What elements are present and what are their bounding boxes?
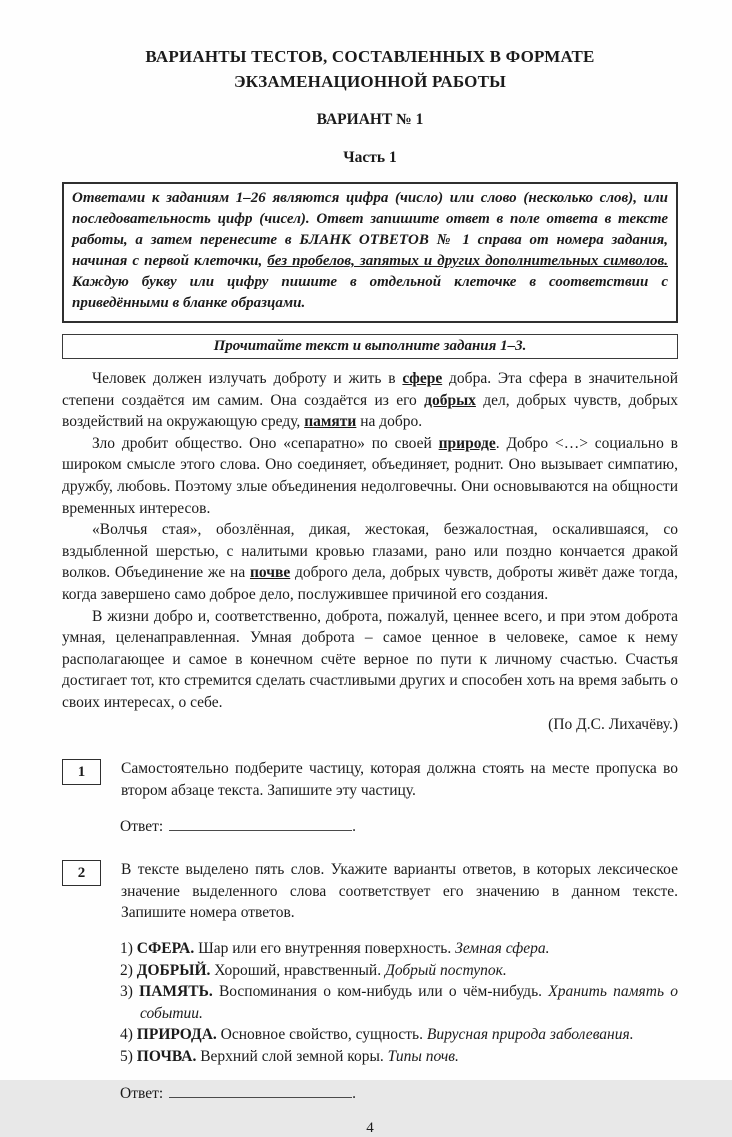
text-paragraphs: [62, 368, 678, 714]
part-heading: Часть 1: [343, 149, 397, 166]
text-paragraph: Человек должен излучать доброту и жить в сфере добра. Эта сфера в значительной степени создаётся им самим. Она создаётся из его добрых дел, добрых чувств, добрых воздействий на окружающую среду, памяти на добро.: [62, 370, 679, 431]
task-1-number-box: 1: [62, 759, 101, 785]
task-1-text: Самостоятельно подберите частицу, которая должна стоять на месте пропуска во втором абзаце текста. Запишите эту частицу.: [121, 760, 678, 799]
text-paragraph: «Волчья стая», обозлённая, дикая, жестокая, безжалостная, оскалившаяся, со вздыбленной шерстью, с налитыми кровью глазами, рано или поздно кончается дракой волков. Объединение же на почве доброго дела, добрых чувств, доброты живёт даже тогда, когда завершено само доброе дело, послужившее причиной его создания.: [62, 521, 679, 603]
page-title-line2: ЭКЗАМЕНАЦИОННОЙ РАБОТЫ: [233, 72, 507, 91]
task-1: [62, 758, 678, 836]
text-attribution: (По Д.С. Лихачёву.): [548, 715, 678, 733]
task-2-answer-blank[interactable]: [169, 1083, 352, 1098]
task-1-answer-blank[interactable]: [169, 816, 352, 831]
instruction-box: [62, 182, 678, 323]
text-paragraph: В жизни добро и, соответственно, доброта, пожалуй, ценнее всего, и при этом доброта умная, целенаправленная. Умная доброта – самое ценное в человеке, самое к нему располагающее и самое в конечном счёте верное по пути к личному счастью. Счастья достигает тот, кто стремится сделать счастливыми других и способен хоть на время забыть о своих интересах, о себе.: [62, 607, 678, 711]
text-paragraph: Зло дробит общество. Оно «сепаратно» по своей природе. Добро <…> социально в широком смысле этого слова. Оно соединяет, объединяет, роднит. Оно вызывает симпатию, дружбу, любовь. Поэтому злые объединения недолговечны. Они основываются на общности временных интересов.: [62, 434, 678, 517]
page-title: [62, 44, 678, 94]
read-task-text: Прочитайте текст и выполните задания 1–3.: [213, 338, 527, 354]
task-2: [62, 859, 678, 1102]
task-2-options: [120, 938, 678, 1068]
page-number: 4: [366, 1119, 374, 1136]
task-2-answer-label: Ответ:: [120, 1084, 164, 1102]
task-1-answer-label: Ответ:: [120, 818, 164, 836]
page-title-line1: ВАРИАНТЫ ТЕСТОВ, СОСТАВЛЕННЫХ В ФОРМАТЕ: [145, 47, 595, 66]
definition-option: 5) ПОЧВА. Верхний слой земной коры. Типы почв.: [120, 1048, 459, 1066]
definition-option: 2) ДОБРЫЙ. Хороший, нравственный. Добрый поступок.: [120, 961, 507, 979]
reading-text: [62, 368, 678, 735]
task-1-answer-line: [120, 816, 678, 836]
definition-option: 1) СФЕРА. Шар или его внутренняя поверхность. Земная сфера.: [120, 940, 550, 958]
task-2-text: В тексте выделено пять слов. Укажите варианты ответов, в которых лексическое значение выделенного слова соответствует его значению в данном тексте. Запишите номера ответов.: [121, 861, 678, 922]
read-task-box: [62, 334, 678, 359]
definition-option: 4) ПРИРОДА. Основное свойство, сущность. Вирусная природа заболевания.: [120, 1026, 634, 1044]
definition-option: 3) ПАМЯТЬ. Воспоминания о ком-нибудь или о чём-нибудь. Хранить память о событии.: [120, 983, 679, 1022]
task-2-answer-period: .: [352, 1084, 357, 1102]
instruction-text: Ответами к заданиям 1–26 являются цифра (число) или слово (несколько слов), или последовательность цифр (чисел). Ответ запишите ответ в поле ответа в тексте работы, а затем перенесите в БЛАНК ОТВЕТОВ № 1 справа от номера задания, начиная с первой клеточки, без пробелов, запятых и других дополнительных символов. Каждую букву или цифру пишите в отдельной клеточке в соответствии с приведёнными в бланке образцами.: [72, 190, 668, 311]
task-2-number-box: 2: [62, 860, 101, 886]
task-1-answer-period: .: [352, 818, 357, 836]
variant-heading: ВАРИАНТ № 1: [316, 111, 424, 128]
task-2-answer-line: [120, 1083, 678, 1103]
